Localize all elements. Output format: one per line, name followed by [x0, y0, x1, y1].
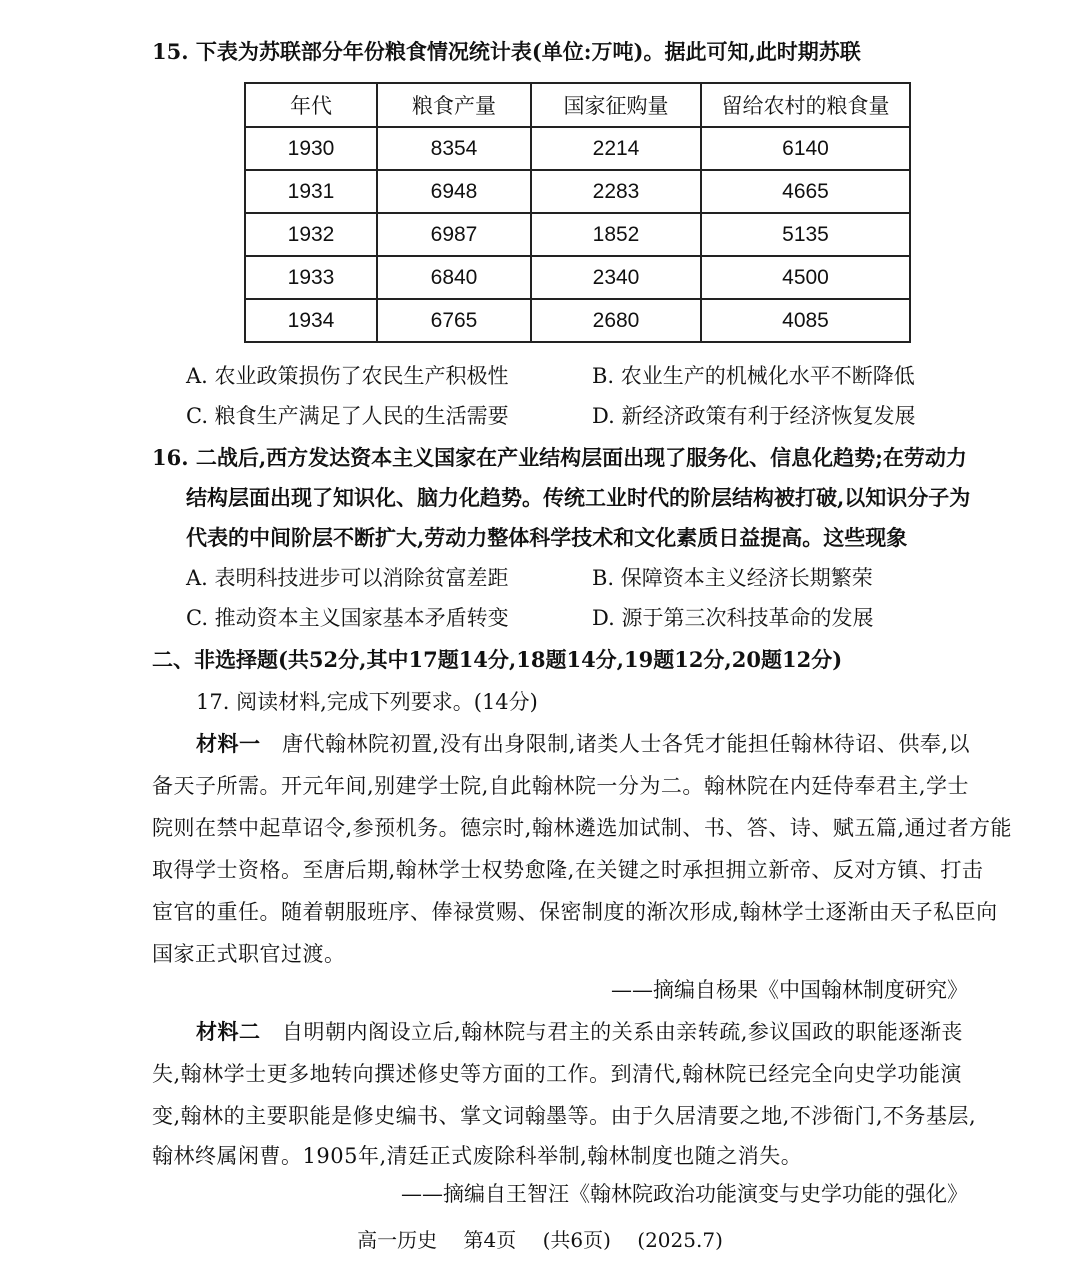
- material1-source: ——摘编自杨果《中国翰林制度研究》: [611, 978, 968, 1002]
- footer-subject: 高一历史: [357, 1228, 438, 1252]
- table-cell: 2680: [531, 299, 701, 342]
- table-row: [245, 256, 910, 299]
- q15-option-c: C. 粮食生产满足了人民的生活需要: [186, 404, 509, 428]
- table-cell: 4085: [701, 299, 910, 342]
- footer-total: (共6页): [542, 1228, 611, 1252]
- q16-option-d: D. 源于第三次科技革命的发展: [592, 606, 874, 630]
- material2-source: ——摘编自王智汪《翰林院政治功能演变与史学功能的强化》: [401, 1182, 968, 1206]
- material1-line: 院则在禁中起草诏令,参预机务。德宗时,翰林遴选加试制、书、答、诗、赋五篇,通过者方能: [152, 816, 1013, 840]
- section-title: 二、非选择题(共52分,其中17题14分,18题14分,19题12分,20题12分): [152, 647, 843, 672]
- material1-line: 备天子所需。开元年间,别建学士院,自此翰林院一分为二。翰林院在内廷侍奉君主,学士: [152, 774, 970, 798]
- table-header-cell: 粮食产量: [377, 83, 531, 127]
- material1-label: 材料一: [196, 731, 261, 756]
- table-header-cell: 留给农村的粮食量: [701, 83, 910, 127]
- table-row: [245, 213, 910, 256]
- q16-stem-line: 16. 二战后,西方发达资本主义国家在产业结构层面出现了服务化、信息化趋势;在劳动力: [152, 445, 967, 470]
- q16-stem-line: 代表的中间阶层不断扩大,劳动力整体科学技术和文化素质日益提高。这些现象: [186, 525, 908, 550]
- table-cell: 1934: [245, 299, 377, 342]
- material1-line: 取得学士资格。至唐后期,翰林学士权势愈隆,在关键之时承担拥立新帝、反对方镇、打击: [152, 858, 984, 882]
- material2-line: 失,翰林学士更多地转向撰述修史等方面的工作。到清代,翰林院已经完全向史学功能演: [152, 1062, 962, 1086]
- table-cell: 6987: [377, 213, 531, 256]
- table-cell: 2283: [531, 170, 701, 213]
- table-cell: 5135: [701, 213, 910, 256]
- q16-option-c: C. 推动资本主义国家基本矛盾转变: [186, 606, 509, 630]
- material2-line: 翰林终属闲曹。1905年,清廷正式废除科举制,翰林制度也随之消失。: [152, 1144, 803, 1168]
- table-cell: 4665: [701, 170, 910, 213]
- material1-line: 宦官的重任。随着朝服班序、俸禄赏赐、保密制度的渐次形成,翰林学士逐渐由天子私臣向: [152, 900, 998, 924]
- material2-line: 自明朝内阁设立后,翰林院与君主的关系由亲转疏,参议国政的职能逐渐丧: [282, 1020, 963, 1044]
- table-cell: 6140: [701, 127, 910, 170]
- material1-line: 国家正式职官过渡。: [152, 942, 346, 966]
- footer-date: (2025.7): [637, 1228, 723, 1252]
- table-header-cell: 年代: [245, 83, 377, 127]
- table-cell: 6840: [377, 256, 531, 299]
- q15-option-b: B. 农业生产的机械化水平不断降低: [592, 364, 915, 388]
- table-cell: 8354: [377, 127, 531, 170]
- table-cell: 6765: [377, 299, 531, 342]
- table-cell: 2214: [531, 127, 701, 170]
- table-row: [245, 127, 910, 170]
- table-header-cell: 国家征购量: [531, 83, 701, 127]
- q15-option-a: A. 农业政策损伤了农民生产积极性: [186, 364, 509, 388]
- q16-stem-line: 结构层面出现了知识化、脑力化趋势。传统工业时代的阶层结构被打破,以知识分子为: [186, 485, 971, 510]
- table-cell: 2340: [531, 256, 701, 299]
- table-row: [245, 170, 910, 213]
- page-footer: [0, 1224, 1080, 1253]
- material1-line: 唐代翰林院初置,没有出身限制,诸类人士各凭才能担任翰林待诏、供奉,以: [282, 732, 971, 756]
- footer-page: 第4页: [463, 1228, 517, 1252]
- table-row: [245, 299, 910, 342]
- material2-first-line: [196, 1018, 963, 1046]
- table-header-row: [245, 83, 910, 127]
- material1-first-line: [196, 730, 970, 758]
- table-cell: 1932: [245, 213, 377, 256]
- q17-stem: 17. 阅读材料,完成下列要求。(14分): [196, 690, 538, 714]
- grain-table: [244, 82, 911, 343]
- q16-option-a: A. 表明科技进步可以消除贫富差距: [186, 566, 509, 590]
- table-cell: 6948: [377, 170, 531, 213]
- q15-option-d: D. 新经济政策有利于经济恢复发展: [592, 404, 916, 428]
- q16-option-b: B. 保障资本主义经济长期繁荣: [592, 566, 873, 590]
- table-cell: 1933: [245, 256, 377, 299]
- table-cell: 1930: [245, 127, 377, 170]
- material2-line: 变,翰林的主要职能是修史编书、掌文词翰墨等。由于久居清要之地,不涉衙门,不务基层,: [152, 1104, 977, 1128]
- table-cell: 1931: [245, 170, 377, 213]
- material2-label: 材料二: [196, 1019, 261, 1044]
- table-cell: 4500: [701, 256, 910, 299]
- table-cell: 1852: [531, 213, 701, 256]
- q15-stem: 15. 下表为苏联部分年份粮食情况统计表(单位:万吨)。据此可知,此时期苏联: [152, 39, 861, 64]
